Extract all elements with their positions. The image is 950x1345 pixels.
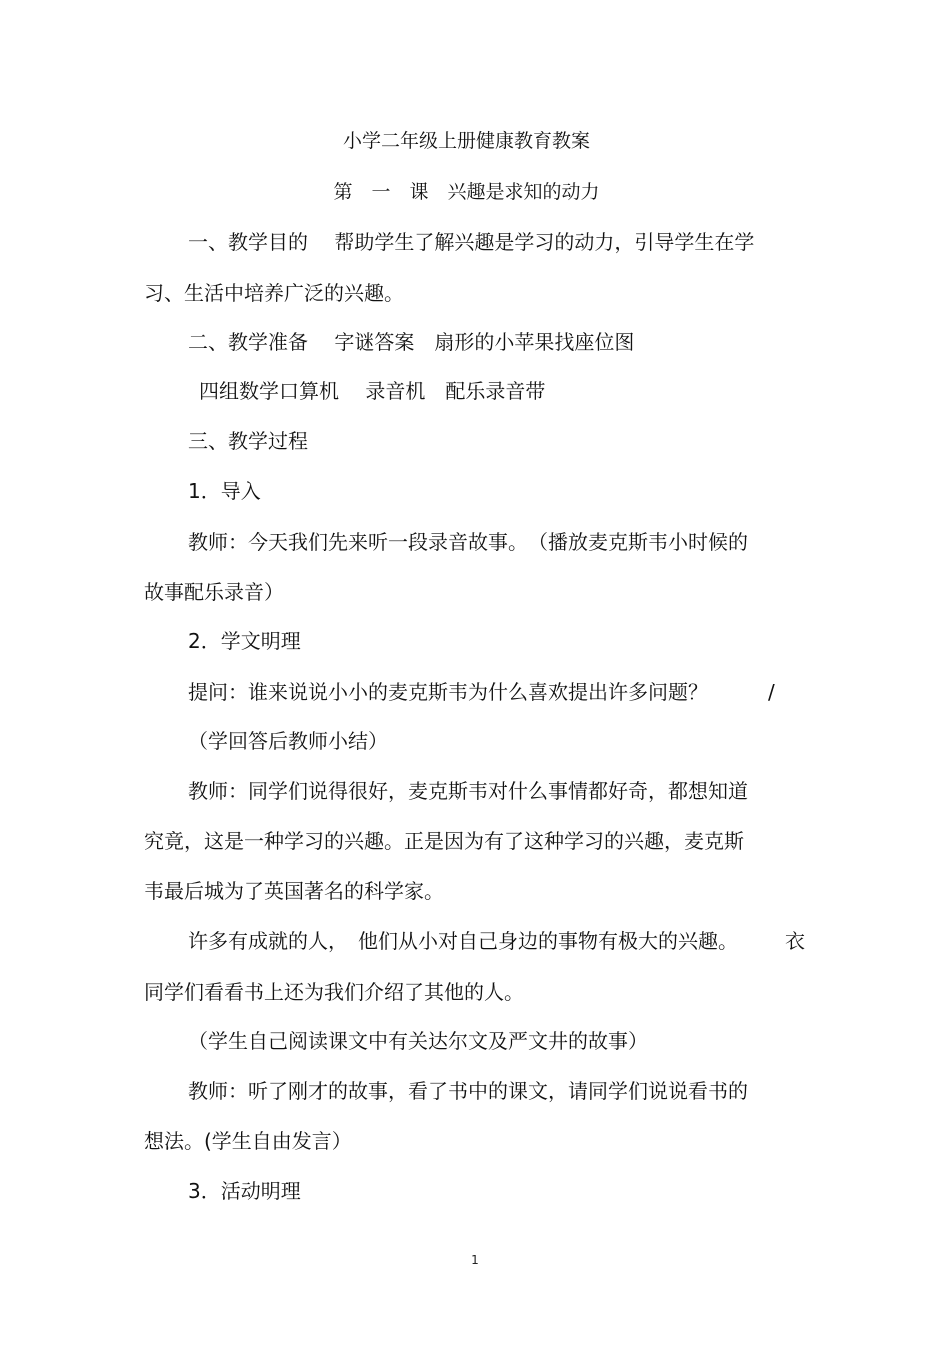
stray-mark: 衣 bbox=[785, 929, 805, 953]
paragraph-line: （学生自己阅读课文中有关达尔文及严文井的故事） bbox=[188, 1029, 648, 1053]
paragraph-line: 许多有成就的人， 他们从小对自己身边的事物有极大的兴趣。 bbox=[188, 929, 738, 953]
paragraph-line: （学回答后教师小结） bbox=[188, 729, 388, 753]
paragraph-line: 究竟，这是一种学习的兴趣。正是因为有了这种学习的兴趣，麦克斯 bbox=[144, 829, 744, 853]
paragraph-line: 同学们看看书上还为我们介绍了其他的人。 bbox=[144, 980, 524, 1004]
stray-mark: / bbox=[768, 680, 775, 704]
paragraph-line: 教师：听了刚才的故事，看了书中的课文，请同学们说说看书的 bbox=[188, 1079, 748, 1103]
paragraph-line: 四组数学口算机 录音机 配乐录音带 bbox=[199, 379, 546, 403]
paragraph-line: 故事配乐录音） bbox=[144, 580, 284, 604]
paragraph-line: 教师：同学们说得很好，麦克斯韦对什么事情都好奇，都想知道 bbox=[188, 779, 748, 803]
paragraph-line: 二、教学准备 字谜答案 扇形的小苹果找座位图 bbox=[188, 330, 635, 354]
paragraph-line: 想法。(学生自由发言） bbox=[144, 1129, 352, 1153]
lesson-title: 第 一 课 兴趣是求知的动力 bbox=[333, 181, 600, 203]
paragraph-line: 习、生活中培养广泛的兴趣。 bbox=[144, 281, 404, 305]
paragraph-line: 韦最后城为了英国著名的科学家。 bbox=[144, 879, 444, 903]
document-title: 小学二年级上册健康教育教案 bbox=[342, 130, 590, 152]
step-heading: 2．学文明理 bbox=[188, 629, 301, 653]
paragraph-line: 教师：今天我们先来听一段录音故事。 （播放麦克斯韦小时候的 bbox=[188, 530, 748, 554]
section-heading: 三、教学过程 bbox=[188, 429, 308, 453]
paragraph-line: 提问：谁来说说小小的麦克斯韦为什么喜欢提出许多问题？ bbox=[188, 680, 708, 704]
step-heading: 1．导入 bbox=[188, 479, 261, 503]
page-number: 1 bbox=[471, 1253, 479, 1267]
paragraph-line: 一、教学目的 帮助学生了解兴趣是学习的动力，引导学生在学 bbox=[188, 230, 755, 254]
step-heading: 3．活动明理 bbox=[188, 1179, 301, 1203]
